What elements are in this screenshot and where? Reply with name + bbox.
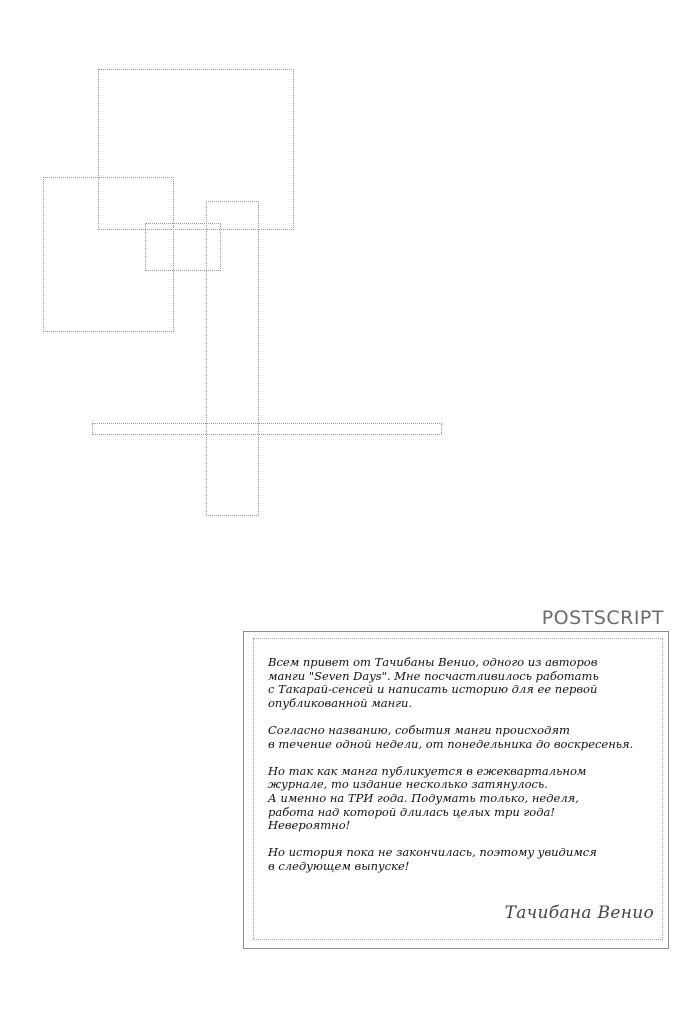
letter-line: работа над которой длилась целых три года! — [268, 804, 555, 819]
letter-line: в следующем выпуске! — [268, 858, 410, 873]
letter-body — [268, 656, 668, 887]
letter-line: А именно на ТРИ года. Подумать только, неделя, — [268, 790, 579, 805]
letter-line: Всем привет от Тачибаны Венио, одного из авторов — [268, 655, 598, 669]
letter-line: манги "Seven Days". Мне посчастливилось работать — [268, 668, 599, 683]
letter-paragraph-1 — [268, 656, 668, 710]
author-signature: Тачибана Венио — [504, 903, 654, 923]
letter-line: в течение одной недели, от понедельника до воскресенья. — [268, 736, 634, 751]
postscript-title: POSTSCRIPT — [541, 607, 664, 629]
letter-line: журнале, то издание несколько затянулось. — [268, 777, 548, 792]
decorative-bar-vertical — [206, 201, 259, 516]
letter-line: опубликованной манги. — [268, 695, 413, 710]
letter-paragraph-2 — [268, 724, 668, 751]
decorative-bar-horizontal — [92, 423, 442, 435]
letter-line: Невероятно! — [268, 818, 351, 833]
letter-line: Согласно названию, события манги происходят — [268, 722, 570, 737]
letter-line: с Такарай-сенсей и написать историю для ее первой — [268, 682, 598, 697]
letter-line: Но так как манга публикуется в ежеквартальном — [268, 763, 587, 778]
letter-paragraph-3 — [268, 765, 668, 833]
letter-paragraph-4 — [268, 846, 668, 873]
letter-line: Но история пока не закончилась, поэтому увидимся — [268, 845, 597, 860]
